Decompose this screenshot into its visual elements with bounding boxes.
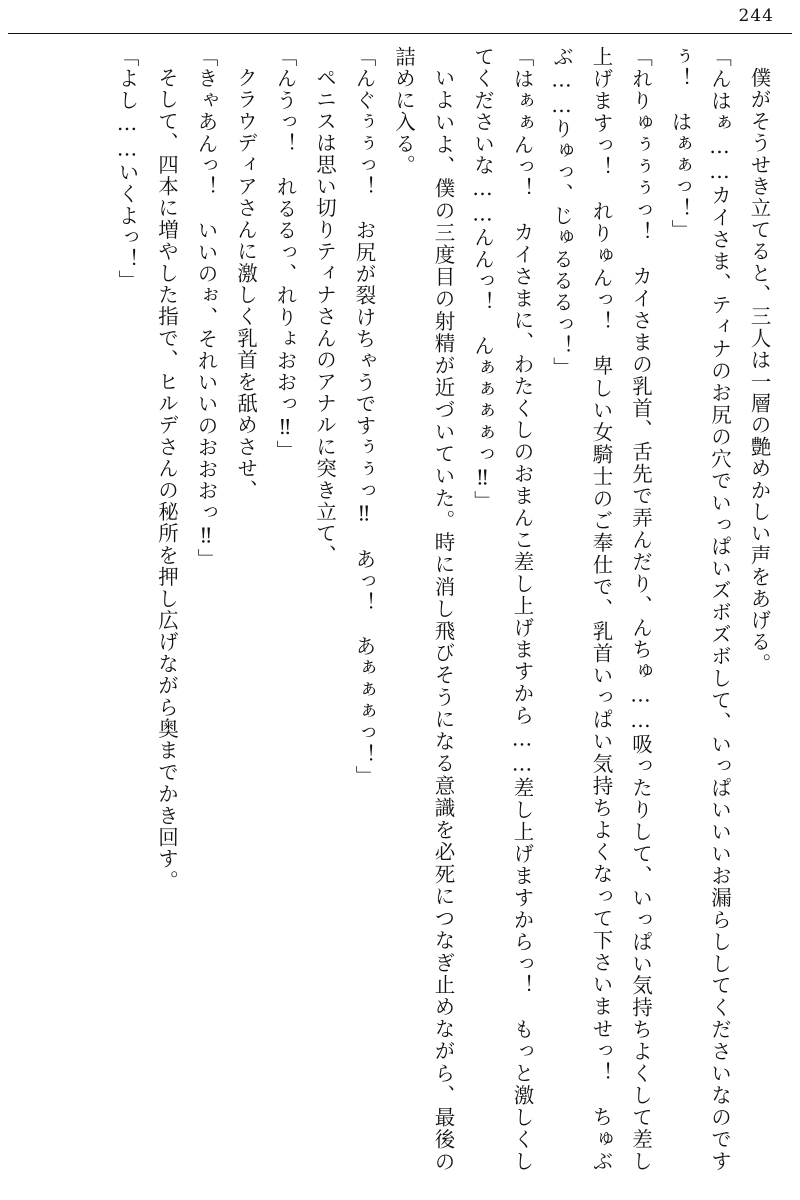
paragraph: いよいよ、僕の三度目の射精が近づいていた。時に消し飛びそうになる意識を必死につなぎ止めながら、最後の詰めに入る。 — [391, 46, 455, 1172]
paragraph: 「はぁぁんっ！ カイさまに、わたくしのおまんこ差し上げますから……差し上げますからっ！ もっと激しくしてくださいな……んんっ！ んぁぁぁぁっ‼」 — [470, 46, 534, 1172]
paragraph: クラウディアさんに激しく乳首を舐めさせ、 — [233, 66, 258, 501]
paragraph: そして、四本に増やした指で、ヒルデさんの秘所を押し広げながら奥までかき回す。 — [154, 66, 179, 892]
paragraph: 「きゃあんっ！ いいのぉ、それいいのおおおっ‼」 — [194, 46, 218, 571]
paragraph: ペニスは思い切りティナさんのアナルに突き立て、 — [312, 66, 337, 566]
paragraph: 「よし……いくよっ！」 — [115, 46, 139, 292]
paragraph: 「んぐぅぅっ！ お尻が裂けちゃうですぅぅっ‼ あっ！ あぁぁぁっ！」 — [352, 46, 376, 788]
header-rule — [8, 33, 792, 34]
paragraph: 「れりゅぅぅぅっ！ カイさまの乳首、舌先で弄んだり、んちゅ……吸ったりして、いっぱい気持ちよくして差し上げますっ！ れりゅんっ！ 卑しい女騎士のご奉仕で、乳首いっぱい気持ちよくなって下さいませっ！ ちゅぶぶ……りゅっ、じゅるるるっ！」 — [549, 46, 653, 1172]
page-number: 244 — [738, 6, 774, 26]
paragraph: 「んはぁ……カイさま、ティナのお尻の穴でいっぱいズボズボして、いっぱいいいお漏らししてくださいなのですぅ！ はぁぁっ！」 — [668, 46, 732, 1172]
paragraph: 僕がそうせき立てると、三人は一層の艶めかしい声をあげる。 — [747, 66, 771, 675]
paragraph: 「んうっ！ れるるっ、れりょおおっ‼」 — [273, 46, 297, 462]
page-text-body — [20, 46, 778, 1172]
